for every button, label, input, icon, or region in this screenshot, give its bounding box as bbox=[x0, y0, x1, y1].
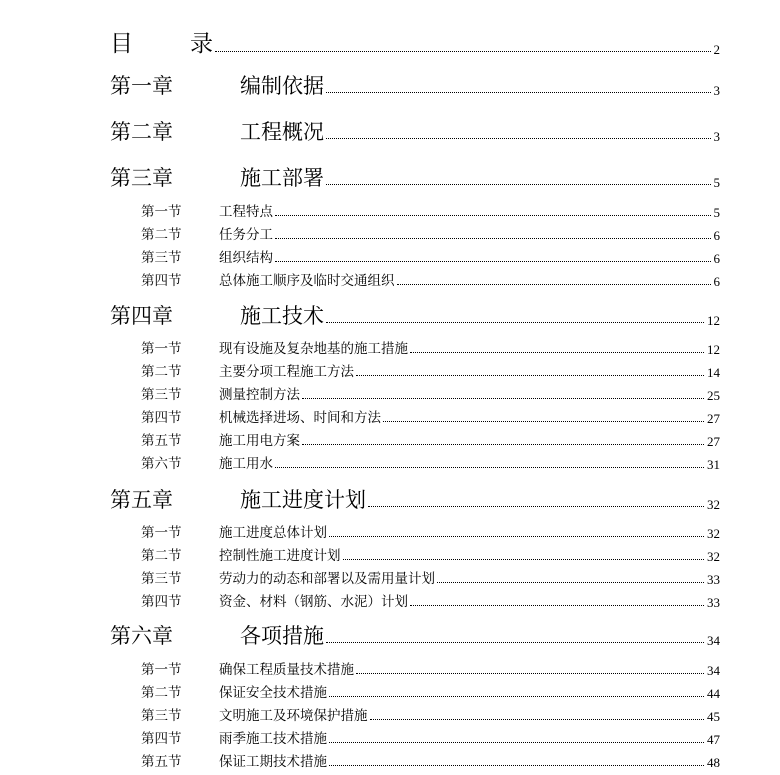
toc-section-entry[interactable] bbox=[141, 546, 720, 564]
section-number: 第四节 bbox=[141, 410, 182, 426]
dot-leader bbox=[275, 238, 711, 239]
section-number: 第三节 bbox=[141, 708, 182, 724]
dot-leader bbox=[356, 673, 704, 674]
page-number: 3 bbox=[713, 83, 720, 98]
dot-leader bbox=[329, 696, 704, 697]
section-title: 保证安全技术措施 bbox=[219, 685, 327, 701]
page-number: 32 bbox=[707, 526, 720, 541]
section-number: 第二节 bbox=[141, 548, 182, 564]
dot-leader bbox=[326, 92, 711, 93]
chapter-number: 第三章 bbox=[110, 166, 173, 190]
dot-leader bbox=[368, 506, 704, 507]
page-number: 25 bbox=[707, 388, 720, 403]
toc-section-entry[interactable] bbox=[141, 683, 720, 701]
section-number: 第二节 bbox=[141, 364, 182, 380]
toc-section-entry[interactable] bbox=[141, 592, 720, 610]
page-number: 12 bbox=[707, 342, 720, 357]
section-title: 任务分工 bbox=[219, 227, 273, 243]
section-number: 第三节 bbox=[141, 571, 182, 587]
toc-chapter-entry[interactable] bbox=[110, 300, 720, 328]
section-title: 施工用水 bbox=[219, 456, 273, 472]
page-number: 5 bbox=[713, 205, 720, 220]
page-number: 6 bbox=[713, 251, 720, 266]
page-number: 47 bbox=[707, 732, 720, 747]
dot-leader bbox=[275, 215, 711, 216]
chapter-number: 第五章 bbox=[110, 488, 173, 512]
page-number: 3 bbox=[713, 129, 720, 144]
chapter-title: 各项措施 bbox=[240, 624, 324, 648]
dot-leader bbox=[326, 184, 711, 185]
page-number: 14 bbox=[707, 365, 720, 380]
chapter-title: 工程概况 bbox=[240, 120, 324, 144]
dot-leader bbox=[275, 261, 711, 262]
toc-section-entry[interactable] bbox=[141, 454, 720, 472]
section-number: 第一节 bbox=[141, 662, 182, 678]
toc-heading-page: 2 bbox=[713, 42, 720, 57]
section-title: 测量控制方法 bbox=[219, 387, 300, 403]
dot-leader bbox=[329, 742, 704, 743]
chapter-number: 第一章 bbox=[110, 74, 173, 98]
dot-leader bbox=[410, 352, 704, 353]
toc-section-entry[interactable] bbox=[141, 408, 720, 426]
dot-leader bbox=[343, 559, 705, 560]
section-number: 第一节 bbox=[141, 341, 182, 357]
section-title: 施工用电方案 bbox=[219, 433, 300, 449]
toc-heading-char-2: 录 bbox=[190, 31, 213, 57]
page-number: 31 bbox=[707, 457, 720, 472]
toc-section-entry[interactable] bbox=[141, 523, 720, 541]
section-number: 第二节 bbox=[141, 685, 182, 701]
chapter-title: 施工进度计划 bbox=[240, 488, 366, 512]
toc-section-entry[interactable] bbox=[141, 385, 720, 403]
section-number: 第四节 bbox=[141, 731, 182, 747]
page-number: 34 bbox=[707, 633, 720, 648]
dot-leader bbox=[356, 375, 704, 376]
toc-section-entry[interactable] bbox=[141, 339, 720, 357]
section-number: 第三节 bbox=[141, 250, 182, 266]
section-title: 组织结构 bbox=[219, 250, 273, 266]
section-title: 施工进度总体计划 bbox=[219, 525, 327, 541]
toc-section-entry[interactable] bbox=[141, 706, 720, 724]
page-number: 27 bbox=[707, 434, 720, 449]
chapter-title: 施工部署 bbox=[240, 166, 324, 190]
toc-section-entry[interactable] bbox=[141, 431, 720, 449]
page-number: 48 bbox=[707, 755, 720, 770]
section-title: 现有设施及复杂地基的施工措施 bbox=[219, 341, 408, 357]
dot-leader bbox=[329, 536, 704, 537]
section-title: 主要分项工程施工方法 bbox=[219, 364, 354, 380]
dot-leader bbox=[437, 582, 704, 583]
chapter-number: 第六章 bbox=[110, 624, 173, 648]
section-title: 劳动力的动态和部署以及需用量计划 bbox=[219, 571, 435, 587]
toc-chapter-entry[interactable] bbox=[110, 620, 720, 648]
toc-section-entry[interactable] bbox=[141, 729, 720, 747]
section-number: 第四节 bbox=[141, 273, 182, 289]
dot-leader bbox=[302, 444, 704, 445]
chapter-number: 第四章 bbox=[110, 304, 173, 328]
toc-section-entry[interactable] bbox=[141, 202, 720, 220]
toc-section-entry[interactable] bbox=[141, 248, 720, 266]
toc-section-entry[interactable] bbox=[141, 271, 720, 289]
toc-chapter-entry[interactable] bbox=[110, 70, 720, 98]
page-number: 5 bbox=[713, 175, 720, 190]
dot-leader bbox=[326, 642, 704, 643]
toc-chapter-entry[interactable] bbox=[110, 116, 720, 144]
section-number: 第一节 bbox=[141, 525, 182, 541]
toc-section-entry[interactable] bbox=[141, 225, 720, 243]
section-title: 工程特点 bbox=[219, 204, 273, 220]
section-number: 第一节 bbox=[141, 204, 182, 220]
toc-section-entry[interactable] bbox=[141, 569, 720, 587]
section-title: 雨季施工技术措施 bbox=[219, 731, 327, 747]
toc-chapter-entry[interactable] bbox=[110, 484, 720, 512]
section-number: 第六节 bbox=[141, 456, 182, 472]
section-title: 资金、材料（钢筋、水泥）计划 bbox=[219, 594, 408, 610]
page-number: 32 bbox=[707, 497, 720, 512]
dot-leader bbox=[410, 605, 704, 606]
section-number: 第五节 bbox=[141, 433, 182, 449]
dot-leader bbox=[329, 765, 704, 766]
toc-section-entry[interactable] bbox=[141, 660, 720, 678]
section-number: 第三节 bbox=[141, 387, 182, 403]
page-number: 33 bbox=[707, 572, 720, 587]
chapter-number: 第二章 bbox=[110, 120, 173, 144]
page-number: 32 bbox=[707, 549, 720, 564]
section-title: 文明施工及环境保护措施 bbox=[219, 708, 368, 724]
page-number: 44 bbox=[707, 686, 720, 701]
page-number: 6 bbox=[713, 228, 720, 243]
section-title: 机械选择进场、时间和方法 bbox=[219, 410, 381, 426]
toc-heading-char-1: 目 bbox=[110, 31, 133, 57]
section-title: 总体施工顺序及临时交通组织 bbox=[219, 273, 395, 289]
page-number: 27 bbox=[707, 411, 720, 426]
dot-leader bbox=[383, 421, 704, 422]
section-number: 第五节 bbox=[141, 754, 182, 770]
toc-chapter-entry[interactable] bbox=[110, 162, 720, 190]
page-number: 34 bbox=[707, 663, 720, 678]
dot-leader bbox=[326, 138, 711, 139]
toc-section-entry[interactable] bbox=[141, 362, 720, 380]
dot-leader bbox=[326, 322, 704, 323]
page-number: 33 bbox=[707, 595, 720, 610]
dot-leader bbox=[397, 284, 711, 285]
chapter-title: 施工技术 bbox=[240, 304, 324, 328]
dot-leader bbox=[275, 467, 704, 468]
section-title: 保证工期技术措施 bbox=[219, 754, 327, 770]
section-number: 第四节 bbox=[141, 594, 182, 610]
toc-section-entry[interactable] bbox=[141, 752, 720, 770]
page-number: 45 bbox=[707, 709, 720, 724]
dot-leader bbox=[302, 398, 704, 399]
section-title: 控制性施工进度计划 bbox=[219, 548, 341, 564]
dot-leader bbox=[370, 719, 705, 720]
section-number: 第二节 bbox=[141, 227, 182, 243]
page-number: 6 bbox=[713, 274, 720, 289]
section-title: 确保工程质量技术措施 bbox=[219, 662, 354, 678]
page-number: 12 bbox=[707, 313, 720, 328]
chapter-title: 编制依据 bbox=[240, 74, 324, 98]
